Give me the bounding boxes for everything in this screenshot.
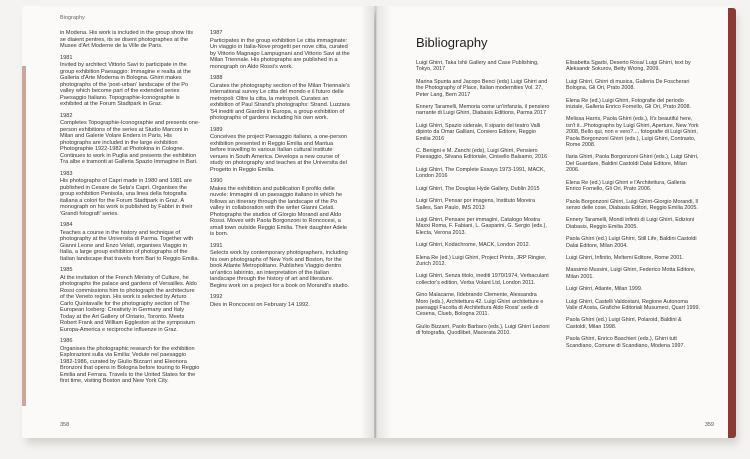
bibliography-entry: Paola Ghirri, Enrico Baschieri (eds.), Ghirri tutt Scandiano, Comune di Scandiano, Modena 1997. bbox=[566, 336, 685, 349]
biography-entry bbox=[60, 338, 200, 385]
bibliography-entry: Elena Re (ed.) Luigi Ghirri e l'Architettura, Galleria Enrico Fornello, Gli Ori, Prato 2006. bbox=[566, 179, 686, 193]
biography-text: Makes the exhibition and publication Il profilo delle nuvole: Immagini di un paesaggio italiano in which he follows an itinerary through the landscape of the Po valley in collaboration with the writer Gianni Celati. Photographs the studios of Giorgio Morandi and Aldo Rossi. Moves with Paola Borgonzoni to Roncocesi, a small town outside Reggio Emilia. Their daughter Adele is born. bbox=[210, 185, 348, 237]
biography-text: in Modena. His work is included in the group show Itis se diaient pentres, its se disent photographes at the Musee d'Art Moderne de la Ville de Paris. bbox=[60, 30, 194, 49]
right-page bbox=[376, 6, 732, 438]
biography-year: 1982 bbox=[60, 112, 73, 119]
biography-year: 1986 bbox=[60, 338, 73, 344]
biography-text: Participates in the group exhibition Le citta immaginate: Un viaggio in Italia-Nove progetti per nove citta, curated by Vittorio Magnago Lampugnani and Vittorio Savi at the Milan Triennale. His photographs are published in a monograph on Aldo Rossi's work. bbox=[210, 37, 350, 70]
bibliography-entry: Elisabetta Sgarbi, Deserto Rosa/ Luigi Ghirri, text by Aleksandr Sokurov, Betty Wrong, 2009. bbox=[566, 60, 691, 73]
biography-text: Teaches a course in the history and technique of photography at the Universita di Parma. Together with Gianni Leone and Enzo Velati, organises Viaggio in Italia, a large group exhibition of photographs of the Italian landscape that travels from Bari to Reggio Emilia. bbox=[60, 229, 199, 262]
bibliography-entry: Ennery Taramelli, Memoria come un'infanzia, il pensiero narrante di Luigi Ghirri, Diabasis Editions, Parma 2017 bbox=[416, 104, 550, 117]
cover-edge bbox=[728, 8, 736, 438]
biography-entry bbox=[60, 55, 200, 108]
biography-column-1 bbox=[60, 30, 200, 390]
bibliography-entry: Luigi Ghirri, Senza titolo, inediti 1970/1974, Verbaculant collector's edition, Verba Volant Ltd, London 2011. bbox=[416, 273, 549, 286]
bibliography-entry: Luigi Ghirri, Kodachrome, MACK, London 2012. bbox=[416, 242, 531, 249]
biography-entry bbox=[210, 294, 350, 308]
left-page bbox=[22, 6, 374, 438]
biography-text: Completes Topographie-Iconographie and presents one-person exhibitions of the series at Studio Marconi in Milan and Galerie Volare Enders in Paris. His photographs are included in the large exhibition Photographie 1922-1982 at Photokina in Cologne. Continues to work in Puglia and presents the exhibition Tra albe e tramonti at Galleria Spazio Immagine in Bari. bbox=[60, 120, 200, 165]
biography-column-2 bbox=[210, 30, 350, 313]
biography-year: 1985 bbox=[60, 267, 73, 273]
biography-text: At the invitation of the French Ministry of Culture, he photographs the palace and gardens of Versailles. Aldo Rossi commissions him to photograph the architecture of the Veneto region. His work is selected by Arturo Carlo Quintavalle for the photography section of The European Iceberg: Creativity in Germany and Italy Today at the Art Gallery of Ontario, Toronto. Meets Robert Frank and William Eggleston at the symposium Europa-America e reciproche influenze in Graz. bbox=[60, 274, 197, 333]
bibliography-entry: Gino Malacarne, Ildebrando Clemente, Alessandra Moro (eds.), Architettura 42. Luigi Ghirri architetture e paesaggi Facolta di Architettura Aldo Rossi' sede di Cesena, Clueb, Bologna 2011. bbox=[416, 292, 544, 318]
bibliography-entry: Luigi Ghirri, Taka Ishii Gallery and Case Publishing, Tokyo, 2017 bbox=[416, 60, 539, 73]
biography-year: 1984 bbox=[60, 222, 73, 228]
bibliography-entry: C. Benigni e M. Zanchi (eds), Luigi Ghirri, Pensiero Paesaggio, Silvana Editoriale, Cinisello Balsamo, 2016 bbox=[416, 148, 547, 161]
bibliography-entry: Luigi Ghirri, The Complete Essays 1973-1991, MACK, London 2016 bbox=[416, 166, 546, 180]
bibliography-entry: Giulio Bizzarri, Paolo Barbaro (eds.), Luigi Ghirri Lezioni di fotografia, Quodlibet, Macerata 2010. bbox=[416, 323, 550, 337]
bibliography-entry: Luigi Ghirri, Ghirri di musica, Galleria De Foscherari Bologna, Gli Ori, Prato 2008. bbox=[566, 78, 690, 92]
bibliography-entry: Luigi Ghirri, Atlante, Milan 1999. bbox=[566, 286, 643, 293]
bibliography-title: Bibliography bbox=[416, 34, 488, 50]
biography-year: 1983 bbox=[60, 170, 73, 177]
bibliography-entry: Paola Ghirri (ed.) Luigi Ghirri, Still Life, Baldini Castoldi Dalai Editore, Milan 2004. bbox=[566, 236, 697, 249]
bibliography-entry: Melissa Harris, Paola Ghirri (eds.), It's beautiful here, isn't it...Photographs by Luigi Ghirri, Aperture, New York 2008, Bello qui, non e vero?..., fotografie di Luigi Ghirri, Paola Borgonzoni Ghirri (eds.), Luigi Ghirri, Contrasto, Rome 2008. bbox=[566, 116, 699, 149]
bibliography-column-1 bbox=[416, 60, 550, 343]
bibliography-entry: Paola Borgonzoni Ghirri, Luigi Ghirri-Giorgio Morandi, Il senso delle cose, Diabasis Editori, Reggio Emilia 2005. bbox=[566, 198, 699, 211]
biography-text: Selects work by contemporary photographers, including his own photographs of New York and Boston, for the book Atlante Metropolitano. Publishes Viaggio dentro un'antico labirinto, an interpretation of the Italian landscape through the history of art and literature. Begins work on a project for a book on Morandi's studio. bbox=[210, 250, 350, 289]
page-number-left: 358 bbox=[60, 422, 70, 428]
bibliography-entry: Luigi Ghirri, Spazio siderale, Il sipario del teatro Valli dipinto da Omar Galliani, Corsiero Editore, Reggio Emilia 2016 bbox=[416, 122, 541, 142]
biography-text: Invited by architect Vittorio Savi to participate in the group exhibition Paesaggio: Immagine e realta at the Galleria d'Arte Moderna in Bologna. Ghirri makes photographs of the 'post-urban' landscape of the Po valley which become part of the extended series Paesaggio Italiano. Topographie-Iconographie is exhibited at the Forum Stadtpark in Graz. bbox=[60, 62, 191, 107]
biography-year: 1992 bbox=[210, 294, 223, 300]
biography-entry bbox=[60, 30, 200, 50]
biography-entry bbox=[60, 267, 200, 333]
bibliography-entry: Luigi Ghirri, Pensare per immagini, Catalogo Mostra Maxxi Roma, F. Fabiani, L. Gasparini, G. Sergio (eds.), Electa, Verona 2013. bbox=[416, 216, 547, 236]
bibliography-entry: Paola Ghirri (ed.) Luigi Ghirri, Polaroid, Baldini & Castoldi, Milan 1998. bbox=[566, 317, 682, 330]
biography-entry bbox=[210, 127, 350, 174]
biography-entry bbox=[210, 243, 350, 290]
bibliography-entry: Elena Re (ed.) Luigi Ghirri, Fotografie del periodo iniziale, Galleria Enrico Fornello, Gli Ori, Prato 2008. bbox=[566, 97, 691, 111]
page-edge-stain bbox=[22, 66, 26, 406]
biography-text: Curates the photography section of the Milan Triennale's international survey Le citta del mondo e il futuro delle metropoli: Oltre la citta, la metropoli. Curates an exhibition of Paul Strand's photographs: Strand. Luzzara '54 inediti and Giardini in Europa, a group exhibition of photographs of gardens including his own work. bbox=[210, 82, 350, 121]
bibliography-entry: Elena Re (ed.) Luigi Ghirri, Project Prints, JRP Ringier, Zurich 2012. bbox=[416, 254, 547, 267]
biography-text: Dies in Roncocesi on February 14 1992. bbox=[210, 301, 310, 308]
biography-year: 1987 bbox=[210, 30, 223, 36]
biography-entry bbox=[210, 178, 350, 238]
bibliography-entry: Luigi Ghirri, The Douglas Hyde Gallery, Dublin 2015 bbox=[416, 185, 540, 192]
biography-text: Conceives the project Paesaggio italiano, a one-person exhibition presented in Reggio Emilia and Mantua before travelling to various Italian cultural institute venues in South America. Develops a new course of study on photography and teaches at the Universita del Progetto in Reggio Emilia. bbox=[210, 134, 348, 173]
biography-year: 1988 bbox=[210, 75, 223, 81]
biography-text: His photographs of Capri made in 1980 and 1981 are published in Cesare de Seta's Capri. Organises the group exhibition Penisola, una linea della fotografia italiana a colori for the Forum Stadtpark in Graz. A monograph on his work is published by Fabbri in their 'Grandi fotografi' series. bbox=[60, 178, 193, 217]
bibliography-entry: Luigi Ghirri, Castelli Valdostani, Regione Autonoma Valle d'Aosta, Grafiche Editoriali Musumeci, Quart 1999. bbox=[566, 298, 700, 311]
biography-year: 1981 bbox=[60, 54, 73, 61]
biography-year: 1991 bbox=[210, 242, 223, 249]
biography-entry bbox=[60, 113, 200, 166]
biography-year: 1990 bbox=[210, 178, 223, 184]
biography-entry bbox=[60, 222, 200, 262]
bibliography-entry: Luigi Ghirri, Pensar por imagens, Instituto Moreira Salles, San Paulo, IMS 2013 bbox=[416, 198, 535, 211]
bibliography-entry: Luigi Ghirri, Infinito, Meltemi Editore, Rome 2001. bbox=[566, 254, 684, 261]
running-head: Biography bbox=[60, 15, 85, 21]
bibliography-entry: Ennery Taramelli, Mondi infiniti di Luigi Ghirri, Edizioni Diabasis, Reggio Emilia 2005. bbox=[566, 217, 695, 230]
biography-text: Organises the photographic research for the exhibition Esplorazioni sulla via Emilia: Vedute nel paesaggio 1982-1986, curated by Giulio Bizzarri and Eleonora Bronzoni that opens in Bologna before touring to Reggio Emilia and Ferrara. Travels to the United States for the first time, visiting Boston and New York City. bbox=[60, 345, 200, 384]
bibliography-entry: Massimo Mussini, Luigi Ghirri, Federico Motta Editore, Milan 2001. bbox=[566, 267, 696, 280]
open-book bbox=[22, 6, 734, 444]
book-gutter bbox=[360, 6, 392, 438]
biography-entry bbox=[60, 171, 200, 218]
page-number-right: 359 bbox=[704, 422, 714, 428]
biography-entry bbox=[210, 75, 350, 122]
bibliography-entry: Marina Spunta and Jacopo Benci (eds) Luigi Ghirri and the Photography of Place, Italian modernities Vol. 27, Peter Lang, Bern 2017 bbox=[416, 78, 548, 98]
biography-year: 1989 bbox=[210, 126, 223, 133]
bibliography-column-2 bbox=[566, 60, 700, 355]
bibliography-entry: Ilaria Ghirri, Paola Borgonzoni Ghirri (eds.), Luigi Ghirri, Del Guardare, Baldini Castoldi Dalai Editore, Milan 2006. bbox=[566, 154, 699, 174]
biography-entry bbox=[210, 30, 350, 70]
